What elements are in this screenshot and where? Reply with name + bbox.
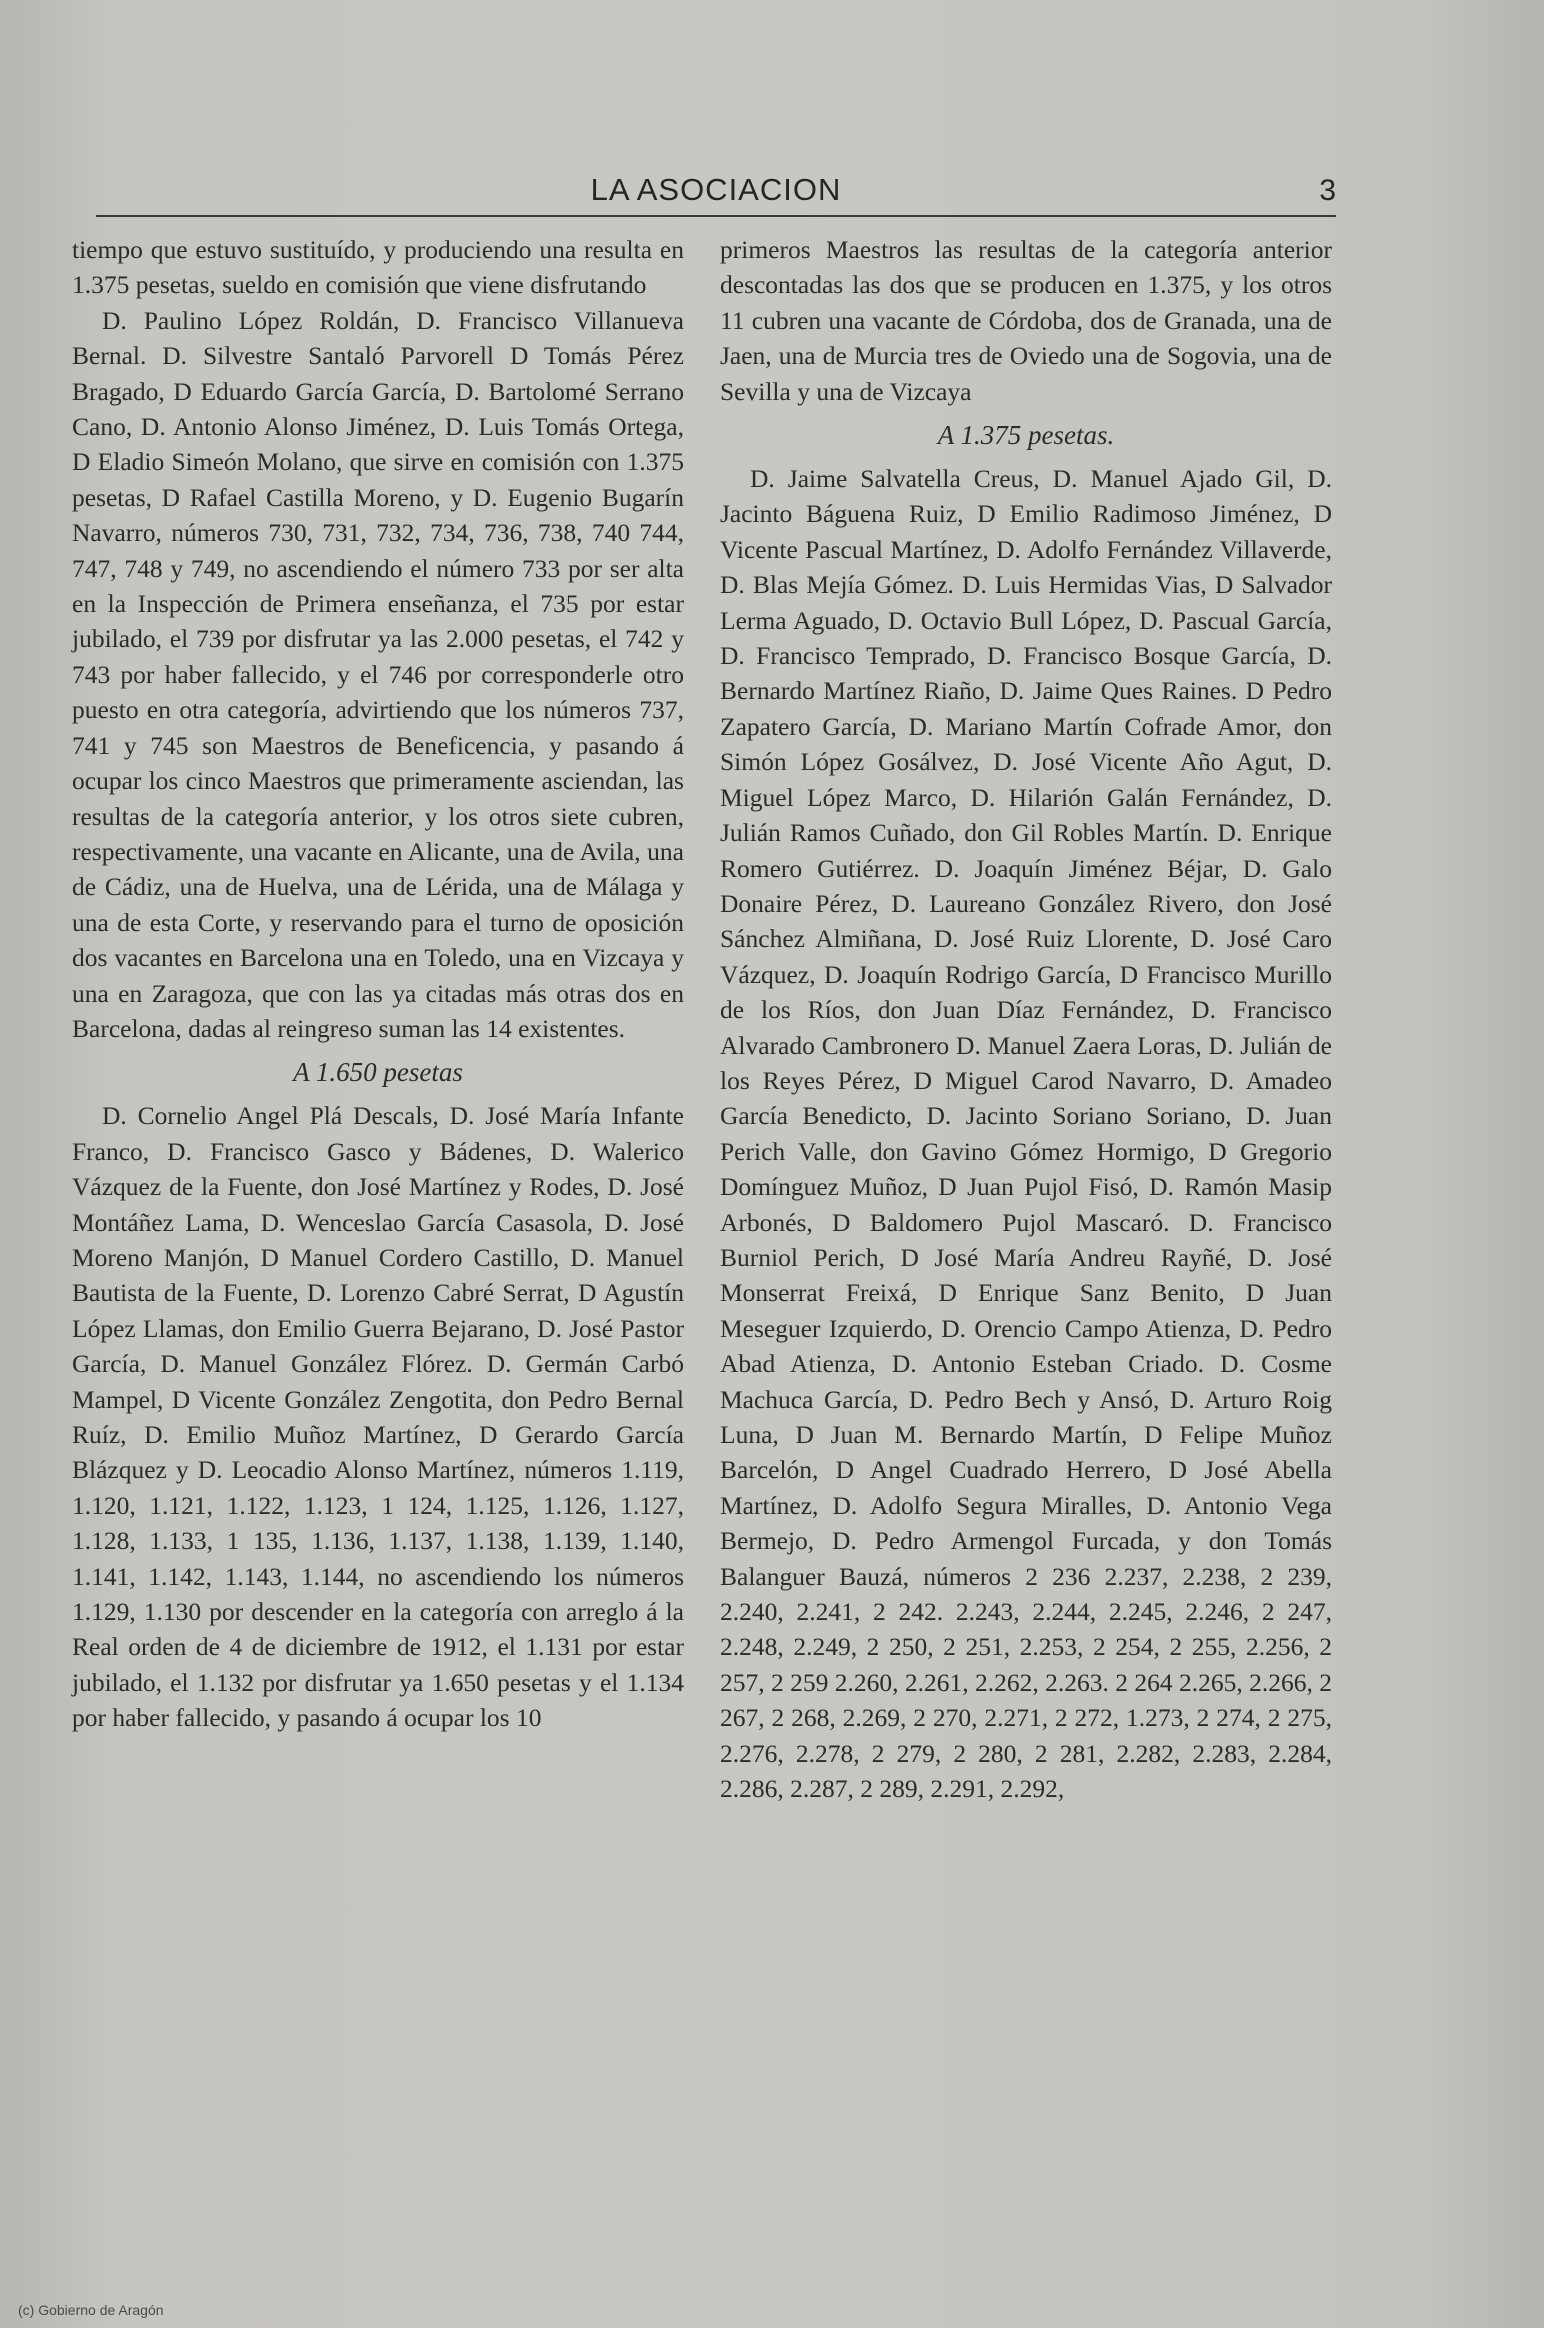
section-heading-1650: A 1.650 pesetas [293, 1057, 463, 1088]
left-paragraph-2: D. Paulino López Roldán, D. Francisco Villanueva Bernal. D. Silvestre Santaló Parvorell D Tomás Pérez Bragado, D Eduardo García García, D. Bartolomé Serrano Cano, D. Antonio Alonso Jiménez, D. Luis Tomás Ortega, D Eladio Simeón Molano, que sirve en comisión con 1.375 pesetas, D Rafael Castilla Moreno, y D. Eugenio Bugarín Navarro, números 730, 731, 732, 734, 736, 738, 740 744, 747, 748 y 749, no ascendiendo el número 733 por ser alta en la Inspección de Primera enseñanza, el 735 por estar jubilado, el 739 por disfrutar ya las 2.000 pesetas, el 742 y 743 por haber fallecido, y el 746 por corresponderle otro puesto en otra categoría, advirtiendo que los números 737, 741 y 745 son Maestros de Beneficencia, y pasando á ocupar los cinco Maestros que primeramente asciendan, las resultas de la categoría anterior, y los otros siete cubren, respectivamente, una vacante en Alicante, una de Avila, una de Cádiz, una de Huelva, una de Lérida, una de Málaga y una de esta Corte, y reservando para el turno de oposición dos vacantes en Barcelona una en Toledo, una en Vizcaya y una en Zaragoza, que con las ya citadas más otras dos en Barcelona, dadas al reingreso suman las 14 existentes. [72, 305, 684, 1043]
page-number: 3 [1319, 174, 1336, 207]
page-title: LA ASOCIACION [590, 172, 842, 207]
page-header [96, 172, 1336, 218]
right-column [720, 232, 1332, 1806]
copyright-credit: (c) Gobierno de Aragón [18, 2302, 164, 2318]
header-rule [96, 215, 1336, 217]
section-heading-1375: A 1.375 pesetas. [937, 420, 1115, 451]
left-paragraph-3: D. Cornelio Angel Plá Descals, D. José María Infante Franco, D. Francisco Gasco y Bádenes, D. Walerico Vázquez de la Fuente, don José Martínez y Rodes, D. José Montáñez Lama, D. Wenceslao García Casasola, D. José Moreno Manjón, D Manuel Cordero Castillo, D. Manuel Bautista de la Fuente, D. Lorenzo Cabré Serrat, D Agustín López Llamas, don Emilio Guerra Bejarano, D. José Pastor García, D. Manuel González Flórez. D. Germán Carbó Mampel, D Vicente González Zengotita, don Pedro Bernal Ruíz, D. Emilio Muñoz Martínez, D Gerardo García Blázquez y D. Leocadio Alonso Martínez, números 1.119, 1.120, 1.121, 1.122, 1.123, 1 124, 1.125, 1.126, 1.127, 1.128, 1.133, 1 135, 1.136, 1.137, 1.138, 1.139, 1.140, 1.141, 1.142, 1.143, 1.144, no ascendiendo los números 1.129, 1.130 por descender en la categoría con arreglo á la Real orden de 4 de diciembre de 1912, el 1.131 por estar jubilado, el 1.132 por disfrutar ya 1.650 pesetas y el 1.134 por haber fallecido, y pasando á ocupar los 10 [72, 1101, 684, 1733]
left-paragraph-1: tiempo que estuvo sustituído, y produciendo una resulta en 1.375 pesetas, sueldo en comisión que viene disfrutando [72, 235, 684, 300]
right-paragraph-2: D. Jaime Salvatella Creus, D. Manuel Ajado Gil, D. Jacinto Báguena Ruiz, D Emilio Radimoso Jiménez, D Vicente Pascual Martínez, D. Adolfo Fernández Villaverde, D. Blas Mejía Gómez. D. Luis Hermidas Vias, D Salvador Lerma Aguado, D. Octavio Bull López, D. Pascual García, D. Francisco Temprado, D. Francisco Bosque García, D. Bernardo Martínez Riaño, D. Jaime Ques Raines. D Pedro Zapatero García, D. Mariano Martín Cofrade Amor, don Simón López Gosálvez, D. José Vicente Año Agut, D. Miguel López Marco, D. Hilarión Galán Fernández, D. Julián Ramos Cuñado, don Gil Robles Martín. D. Enrique Romero Gutiérrez. D. Joaquín Jiménez Béjar, D. Galo Donaire Pérez, D. Laureano González Rivero, don José Sánchez Almiñana, D. José Ruiz Llorente, D. José Caro Vázquez, D. Joaquín Rodrigo García, D Francisco Murillo de los Ríos, don Juan Díaz Fernández, D. Francisco Alvarado Cambronero D. Manuel Zaera Loras, D. Julián de los Reyes Pérez, D Miguel Carod Navarro, D. Amadeo García Benedicto, D. Jacinto Soriano Soriano, D. Juan Perich Valle, don Gavino Gómez Hormigo, D Gregorio Domínguez Muñoz, D Juan Pujol Fisó, D. Ramón Masip Arbonés, D Baldomero Pujol Mascaró. D. Francisco Burniol Perich, D José María Andreu Rayñé, D. José Monserrat Freixá, D Enrique Sanz Benito, D Juan Meseguer Izquierdo, D. Orencio Campo Atienza, D. Pedro Abad Atienza, D. Antonio Esteban Criado. D. Cosme Machuca García, D. Pedro Bech y Ansó, D. Arturo Roig Luna, D Juan M. Bernardo Martín, D Felipe Muñoz Barcelón, D Angel Cuadrado Herrero, D José Abella Martínez, D. Adolfo Segura Miralles, D. Antonio Vega Bermejo, D. Pedro Armengol Furcada, y don Tomás Balanguer Bauzá, números 2 236 2.237, 2.238, 2 239, 2.240, 2.241, 2 242. 2.243, 2.244, 2.245, 2.246, 2 247, 2.248, 2.249, 2 250, 2 251, 2.253, 2 254, 2 255, 2.256, 2 257, 2 259 2.260, 2.261, 2.262, 2.263. 2 264 2.265, 2.266, 2 267, 2 268, 2.269, 2 270, 2.271, 2 272, 1.273, 2 274, 2 275, 2.276, 2.278, 2 279, 2 280, 2 281, 2.282, 2.283, 2.284, 2.286, 2.287, 2 289, 2.291, 2.292, [720, 464, 1332, 1804]
right-paragraph-1: primeros Maestros las resultas de la categoría anterior descontadas las dos que se producen en 1.375, y los otros 11 cubren una vacante de Córdoba, dos de Granada, una de Jaen, una de Murcia tres de Oviedo una de Sogovia, una de Sevilla y una de Vizcaya [720, 235, 1332, 406]
left-column [72, 232, 684, 1736]
